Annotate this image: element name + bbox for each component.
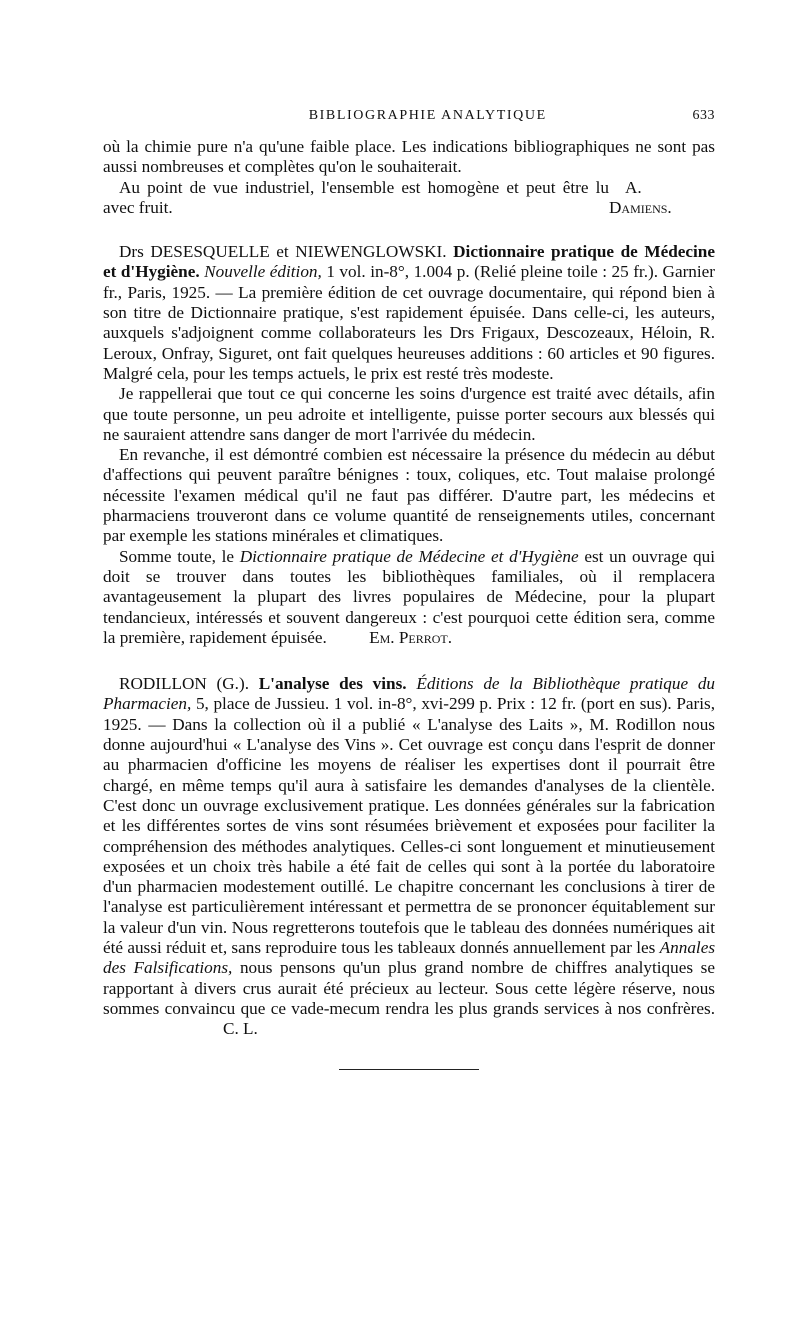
review-journal: Annales des Falsifications, xyxy=(103,937,716,978)
review-edition: Nouvelle édition, xyxy=(204,262,322,282)
reviewer-signature: Em. Perrot. xyxy=(369,627,453,647)
review-book-title: Dictionnaire pratique de Médecine et d'Hygiène. xyxy=(103,242,715,282)
review-author: RODILLON (G.). xyxy=(119,674,249,694)
review-cited-title: Dictionnaire pratique de Médecine et d'Hygiène xyxy=(239,546,579,566)
intro-closing-text: Au point de vue industriel, l'ensemble est homogène et peut être lu avec fruit. xyxy=(103,177,609,217)
review-details: 1 vol. in-8°, 1.004 p. (Relié pleine toile : 25 fr.). Garnier fr., Paris, 1925. — La première édition de cet ouvrage documentaire, qui répond bien à son titre de Dictionnaire pratique, s'est rapidement épuisée. Dans celle-ci, les auteurs, auxquels s'adjoignent comme collaborateurs les Drs Frigaux, Descozeaux, Héloin, R. Leroux, Onfray, Siguret, ont fait quelques heureuses additions : 60 articles et 90 figures. Malgré cela, pour les temps actuels, le prix est resté très modeste. xyxy=(103,262,716,383)
reviewer-signature: A. Damiens. xyxy=(609,177,672,217)
running-title: BIBLIOGRAPHIE ANALYTIQUE xyxy=(308,108,547,123)
reviewer-signature: C. L. xyxy=(223,1019,258,1039)
page-number: 633 xyxy=(692,108,715,123)
intro-paragraph-closing xyxy=(103,178,715,219)
review-publisher: Éditions de la Bibliothèque pratique du Pharmacien, xyxy=(103,674,716,714)
review-paragraph xyxy=(103,674,715,1039)
review-details: 5, place de Jussieu. 1 vol. in-8°, xvi-299 p. Prix : 12 fr. (port en sus). Paris, 1925. — Dans la collection où il a publié « L'analyse des Laits », M. Rodillon nous donne aujourd'hui « L'analyse des Vins ». Cet ouvrage est conçu dans l'esprit de donner au pharmacien d'officine les moyens de réaliser les expertises dont il pourrait être chargé, en même temps qu'il aura à satisfaire les demandes d'analyses de la clientèle. C'est donc un ouvrage exclusivement pratique. Les données générales sur la fabrication et les différentes sortes de vins sont résumées brièvement et exposées pour faciliter la compréhension des méthodes analytiques. Celles-ci sont longuement et minutieusement exposées et un choix très habile a été fait de celles qui sont à la portée du laboratoire d'un pharmacien modestement outillé. Le chapitre concernant les conclusions à tirer de l'analyse est particulièrement intéressant et permettra de se prononcer équitablement sur la valeur d'un vin. Nous regretterons toutefois que le tableau des données numériques ait été aussi réduit et, sans reproduire tous les tableaux donnés annuellement par les xyxy=(103,694,715,957)
end-rule xyxy=(339,1069,479,1070)
review-details: nous pensons qu'un plus grand nombre de chiffres analytiques se rapportant à divers crus aurait été précieux au lecteur. Sous cette légère réserve, nous sommes convaincu que ce vade-mecum rendra les plus grands services à nos confrères. xyxy=(103,958,715,1018)
review-paragraph: Je rappellerai que tout ce qui concerne les soins d'urgence est traité avec détails, afin que toute personne, un peu adroite et intelligente, puisse porter secours aux blessés qui ne sauraient attendre sans danger de mort l'arrivée du médecin. xyxy=(103,384,715,444)
review-authors: Drs DESESQUELLE et NIEWENGLOWSKI. xyxy=(119,242,447,262)
review-paragraph xyxy=(103,242,715,384)
review-text: est un ouvrage qui doit se trouver dans toutes les bibliothèques familiales, où il remplacera avantageusement la plupart des livres populaires de Médecine, pour la plupart tendancieux, intéressés et souvent dangereux : c'est pourquoi cette édition sera, comme la première, rapidement épuisée. xyxy=(103,546,716,647)
review-text: Somme toute, le xyxy=(119,546,234,566)
review-paragraph: En revanche, il est démontré combien est nécessaire la présence du médecin au début d'affections qui peuvent paraître bénignes : toux, coliques, etc. Tout malaise prolongé nécessite l'examen médical qu'il ne faut pas différer. D'autre part, les médecins et pharmaciens trouveront dans ce volume quantité de renseignements utiles, concernant par exemple les stations minérales et climatiques. xyxy=(103,445,715,546)
review-paragraph xyxy=(103,547,715,648)
review-book-title: L'analyse des vins. xyxy=(258,674,407,694)
running-header xyxy=(103,108,715,124)
page xyxy=(103,108,715,1070)
intro-paragraph: où la chimie pure n'a qu'une faible place. Les indications bibliographiques ne sont pas aussi nombreuses et complètes qu'on le souhaiterait. xyxy=(103,137,715,177)
